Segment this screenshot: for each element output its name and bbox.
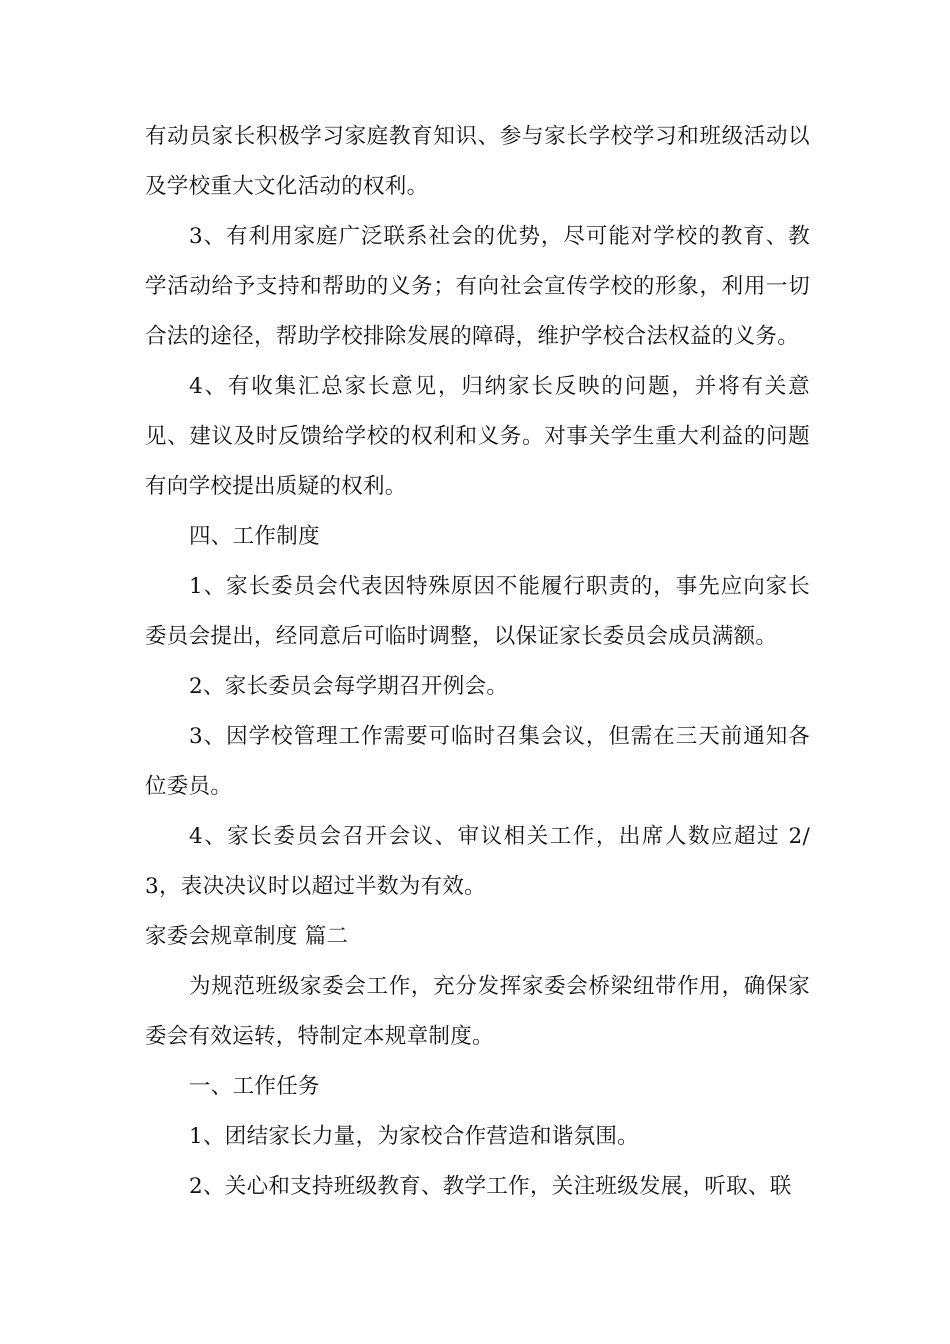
paragraph-rule-4: 4、家长委员会召开会议、审议相关工作，出席人数应超过 2/3，表决决议时以超过半数为有效。 [145, 824, 810, 899]
paragraph-item-3-obligation: 3、有利用家庭广泛联系社会的优势，尽可能对学校的教育、教学活动给予支持和帮助的义务；有向社会宣传学校的形象，利用一切合法的途径，帮助学校排除发展的障碍，维护学校合法权益的义务。 [145, 224, 810, 349]
paragraph-continuation: 有动员家长积极学习家庭教育知识、参与家长学校学习和班级活动以及学校重大文化活动的权利。 [145, 124, 810, 199]
paragraph-task-2: 2、关心和支持班级教育、教学工作，关注班级发展，听取、联 [189, 1174, 792, 1199]
article-title-part-two: 家委会规章制度 篇二 [145, 924, 349, 949]
paragraph-rule-3: 3、因学校管理工作需要可临时召集会议，但需在三天前通知各位委员。 [145, 724, 810, 799]
paragraph-rule-1: 1、家长委员会代表因特殊原因不能履行职责的，事先应向家长委员会提出，经同意后可临时调整，以保证家长委员会成员满额。 [145, 574, 810, 649]
paragraph-item-4-rights: 4、有收集汇总家长意见，归纳家长反映的问题，并将有关意见、建议及时反馈给学校的权利和义务。对事关学生重大利益的问题有向学校提出质疑的权利。 [145, 374, 810, 499]
document-body [145, 112, 810, 1212]
paragraph-rule-2: 2、家长委员会每学期召开例会。 [189, 674, 509, 699]
section-heading-work-system: 四、工作制度 [189, 524, 320, 549]
paragraph-task-1: 1、团结家长力量，为家校合作营造和谐氛围。 [189, 1124, 639, 1149]
paragraph-intro: 为规范班级家委会工作，充分发挥家委会桥梁纽带作用，确保家委会有效运转，特制定本规章制度。 [145, 974, 810, 1049]
section-heading-work-tasks: 一、工作任务 [189, 1074, 320, 1099]
